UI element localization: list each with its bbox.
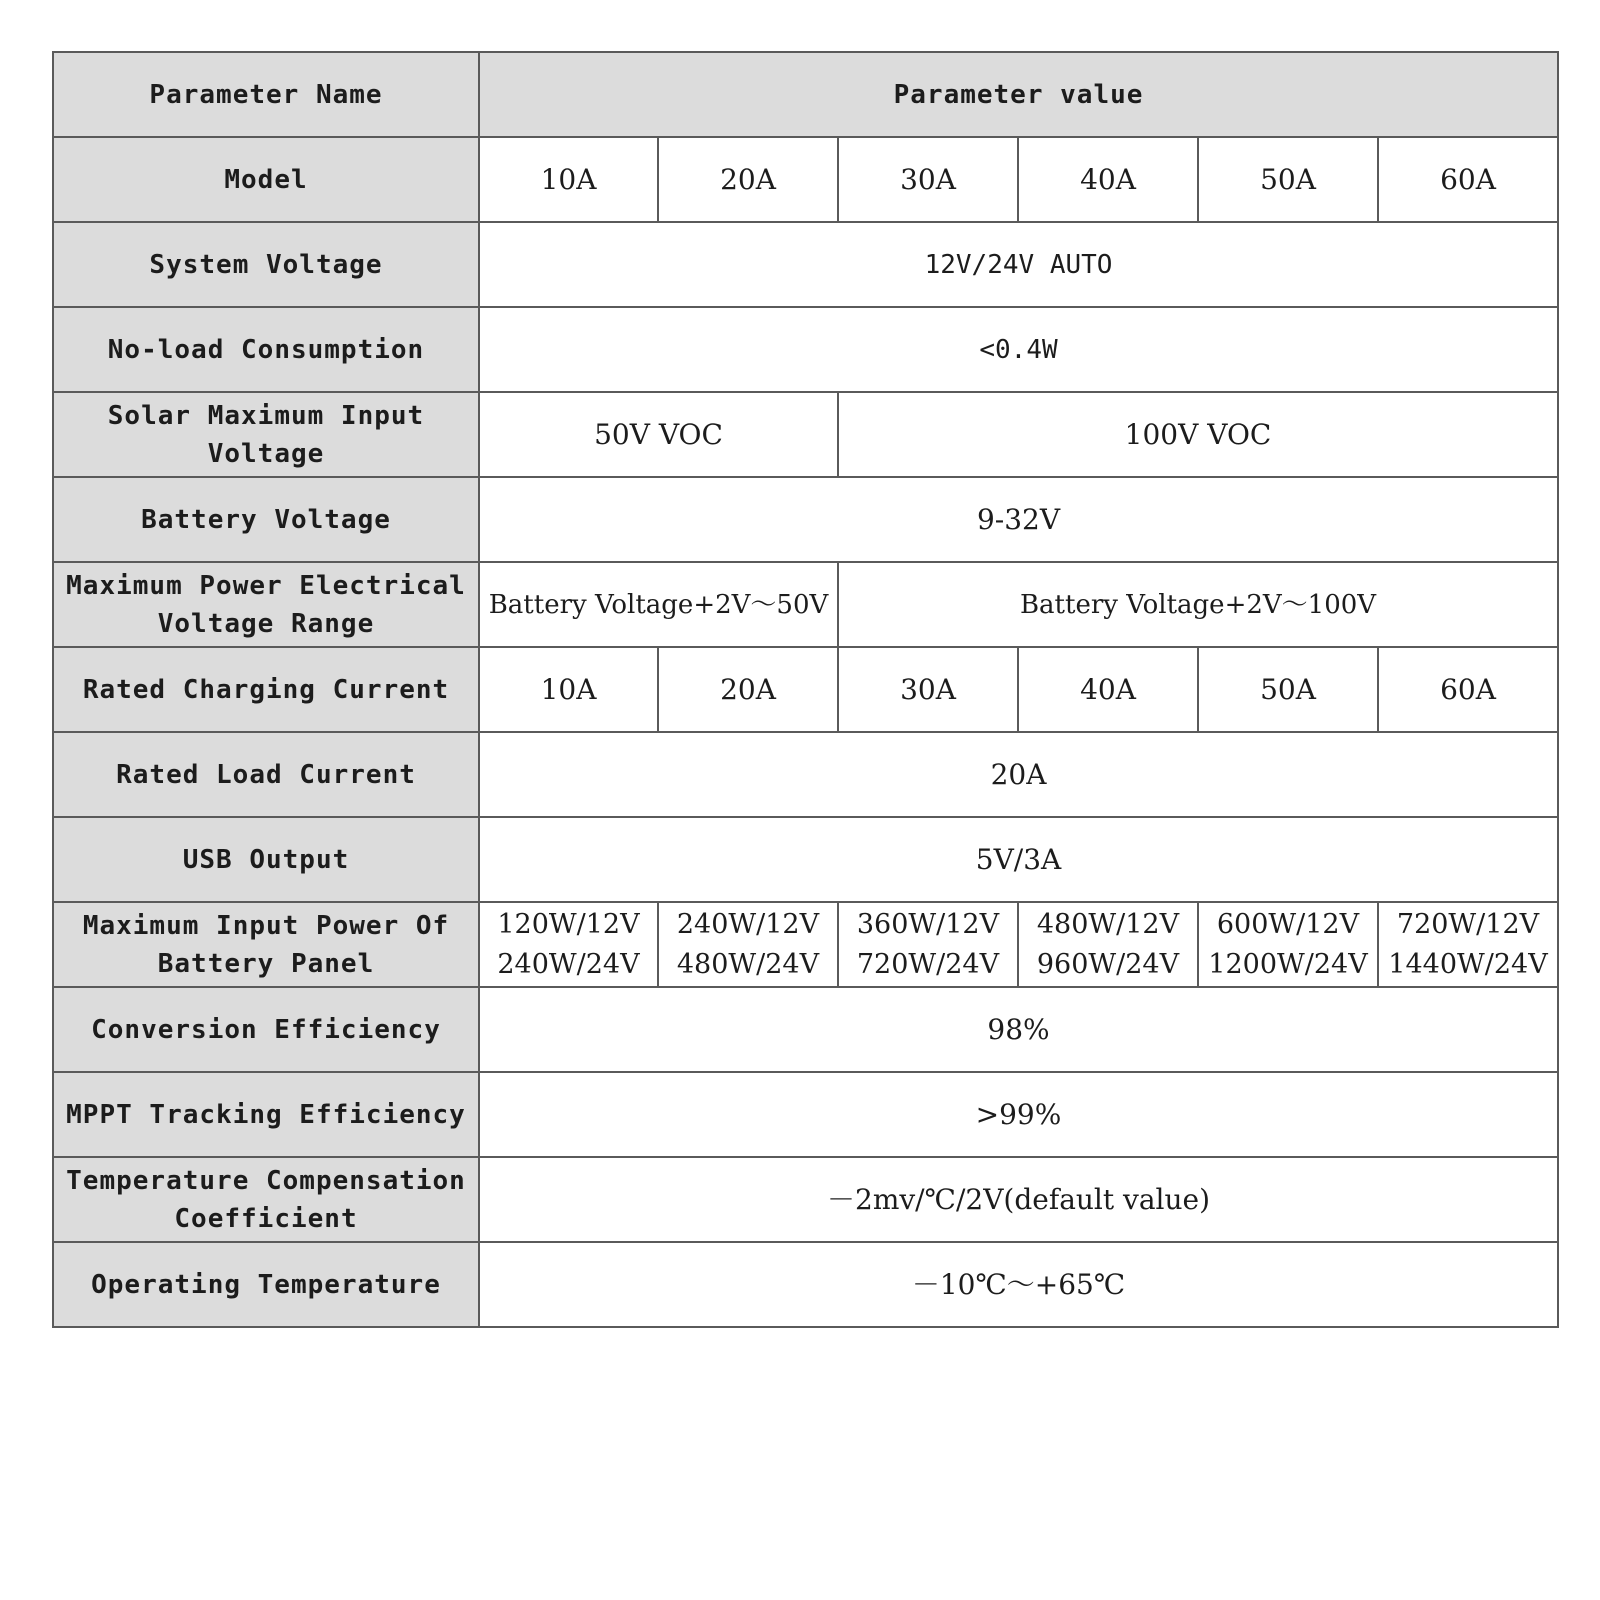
label-temperature-compensation (53, 1157, 479, 1242)
label-conversion-efficiency: Conversion Efficiency (53, 987, 479, 1072)
max-input-power-value-4 (1018, 902, 1198, 987)
value-usb-output: 5V/3A (479, 817, 1558, 902)
row-rated-load-current (53, 732, 1558, 817)
max-input-power-value-2-24v: 480W/24V (676, 948, 820, 980)
row-system-voltage (53, 222, 1558, 307)
label-max-power-range (53, 562, 479, 647)
model-value-5: 50A (1198, 137, 1378, 222)
row-battery-voltage (53, 477, 1558, 562)
value-rated-load-current: 20A (479, 732, 1558, 817)
label-operating-temperature: Operating Temperature (53, 1242, 479, 1327)
max-input-power-value-1-24v: 240W/24V (497, 948, 640, 980)
label-solar-max-input (53, 392, 479, 477)
model-value-2: 20A (658, 137, 838, 222)
label-max-input-power (53, 902, 479, 987)
max-input-power-value-5-24v: 1200W/24V (1208, 948, 1368, 980)
rated-charging-value-4: 40A (1018, 647, 1198, 732)
label-no-load-consumption: No-load Consumption (53, 307, 479, 392)
label-mppt-tracking-efficiency: MPPT Tracking Efficiency (53, 1072, 479, 1157)
label-solar-max-input-line1: Solar Maximum Input (107, 400, 425, 431)
max-input-power-value-6-24v: 1440W/24V (1388, 948, 1548, 980)
row-operating-temperature (53, 1242, 1558, 1327)
max-input-power-value-5 (1198, 902, 1378, 987)
value-operating-temperature: －10℃～+65℃ (479, 1242, 1558, 1327)
row-max-power-range (53, 562, 1558, 647)
max-input-power-value-3 (838, 902, 1018, 987)
value-no-load-consumption: <0.4W (479, 307, 1558, 392)
model-value-6: 60A (1378, 137, 1558, 222)
label-rated-load-current: Rated Load Current (53, 732, 479, 817)
label-usb-output: USB Output (53, 817, 479, 902)
row-conversion-efficiency (53, 987, 1558, 1072)
label-max-power-range-line1: Maximum Power Electrical (66, 570, 466, 601)
value-battery-voltage: 9-32V (479, 477, 1558, 562)
max-input-power-value-2-12v: 240W/12V (676, 908, 820, 940)
table-header-row (53, 52, 1558, 137)
label-max-power-range-line2: Voltage Range (157, 608, 375, 639)
value-temperature-compensation: －2mv/℃/2V(default value) (479, 1157, 1558, 1242)
value-solar-max-input-2: 100V VOC (838, 392, 1558, 477)
header-parameter-name: Parameter Name (53, 52, 479, 137)
model-value-1: 10A (479, 137, 658, 222)
max-input-power-value-3-24v: 720W/24V (856, 948, 1000, 980)
value-mppt-tracking-efficiency: >99% (479, 1072, 1558, 1157)
row-usb-output (53, 817, 1558, 902)
row-model (53, 137, 1558, 222)
max-input-power-value-1-12v: 120W/12V (497, 908, 640, 940)
rated-charging-value-5: 50A (1198, 647, 1378, 732)
label-max-input-power-line1: Maximum Input Power Of (82, 910, 450, 941)
header-parameter-value: Parameter value (479, 52, 1558, 137)
value-solar-max-input-1: 50V VOC (479, 392, 838, 477)
label-temperature-compensation-line1: Temperature Compensation (66, 1165, 466, 1196)
label-system-voltage: System Voltage (53, 222, 479, 307)
model-value-3: 30A (838, 137, 1018, 222)
value-conversion-efficiency: 98% (479, 987, 1558, 1072)
max-input-power-value-6 (1378, 902, 1558, 987)
parameter-table (52, 51, 1559, 1328)
label-model: Model (53, 137, 479, 222)
row-rated-charging-current (53, 647, 1558, 732)
row-temperature-compensation (53, 1157, 1558, 1242)
max-input-power-value-1 (479, 902, 658, 987)
max-input-power-value-5-12v: 600W/12V (1216, 908, 1360, 940)
max-input-power-value-2 (658, 902, 838, 987)
max-input-power-value-4-12v: 480W/12V (1036, 908, 1180, 940)
row-solar-max-input (53, 392, 1558, 477)
max-input-power-value-4-24v: 960W/24V (1036, 948, 1180, 980)
label-max-input-power-line2: Battery Panel (157, 948, 375, 979)
value-max-power-range-2: Battery Voltage+2V～100V (838, 562, 1558, 647)
value-system-voltage: 12V/24V AUTO (479, 222, 1558, 307)
row-mppt-tracking-efficiency (53, 1072, 1558, 1157)
label-rated-charging-current: Rated Charging Current (53, 647, 479, 732)
label-battery-voltage: Battery Voltage (53, 477, 479, 562)
row-max-input-power (53, 902, 1558, 987)
model-value-4: 40A (1018, 137, 1198, 222)
label-solar-max-input-line2: Voltage (207, 438, 325, 469)
row-no-load-consumption (53, 307, 1558, 392)
rated-charging-value-6: 60A (1378, 647, 1558, 732)
rated-charging-value-2: 20A (658, 647, 838, 732)
max-input-power-value-6-12v: 720W/12V (1396, 908, 1540, 940)
rated-charging-value-1: 10A (479, 647, 658, 732)
max-input-power-value-3-12v: 360W/12V (856, 908, 1000, 940)
rated-charging-value-3: 30A (838, 647, 1018, 732)
value-max-power-range-1: Battery Voltage+2V～50V (479, 562, 838, 647)
label-temperature-compensation-line2: Coefficient (174, 1203, 358, 1234)
